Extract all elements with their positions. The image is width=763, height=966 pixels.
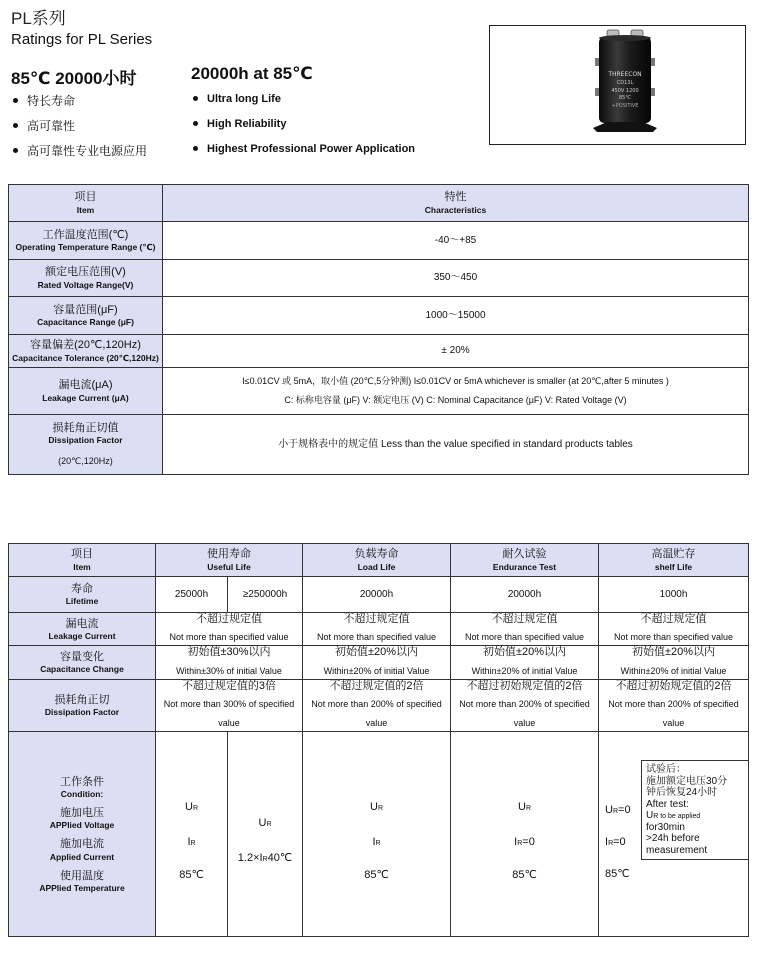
cell-value: 20000h bbox=[303, 577, 451, 613]
bullet-icon bbox=[13, 98, 18, 103]
cell-value: 不超过初始规定值的2倍 Not more than 200% of specified value bbox=[451, 679, 599, 732]
row-label: 额定电压范围(V) Rated Voltage Range(V) bbox=[9, 260, 163, 297]
table-row bbox=[9, 260, 749, 297]
bullet-icon bbox=[193, 146, 198, 151]
table-header-row bbox=[9, 544, 749, 577]
bullet-icon bbox=[13, 148, 18, 153]
table-row bbox=[9, 679, 749, 732]
shelf-voltage: UR=0 bbox=[605, 804, 631, 817]
table-row bbox=[9, 613, 749, 646]
header-cell-item: 项目 Item bbox=[9, 544, 156, 577]
bullet-icon bbox=[193, 121, 198, 126]
row-value bbox=[163, 368, 749, 415]
feature-en-1: Ultra long Life bbox=[193, 93, 281, 105]
ratings-table bbox=[8, 184, 749, 475]
shelf-current: IR=0 bbox=[605, 836, 626, 849]
leakage-legend: C: 标称电容量 (μF) V: 额定电压 (V) C: Nominal Capacitance (μF) V: Rated Voltage (V) bbox=[284, 395, 627, 405]
cell-value: 不超过规定值的2倍 Not more than 200% of specified value bbox=[303, 679, 451, 732]
life-test-table bbox=[8, 543, 749, 937]
feature-cn-2: 高可靠性 bbox=[13, 117, 75, 134]
row-label: 容量范围(μF) Capacitance Range (μF) bbox=[9, 297, 163, 335]
row-label: 漏电流(μA) Leakage Current (μA) bbox=[9, 368, 163, 415]
feature-en-3: Highest Professional Power Application bbox=[193, 143, 415, 155]
cell-value: 1000h bbox=[599, 577, 749, 613]
row-value: 350～450 bbox=[163, 260, 749, 297]
table-header-row bbox=[9, 185, 749, 222]
capacitor-brand-text: THREECON bbox=[608, 71, 642, 78]
row-value: 1000～15000 bbox=[163, 297, 749, 335]
capacitor-polarity-text: +POSITIVE bbox=[611, 103, 639, 109]
series-title: PL系列 bbox=[11, 9, 66, 28]
capacitor-icon bbox=[593, 28, 657, 140]
headline-cn: 85℃ 20000小时 bbox=[11, 69, 137, 88]
row-label: 损耗角正切 Dissipation Factor bbox=[9, 679, 156, 732]
table-row bbox=[9, 415, 749, 475]
table-row bbox=[9, 335, 749, 368]
product-photo bbox=[489, 25, 746, 145]
header-cell-useful-life: 使用寿命 Useful Life bbox=[156, 544, 303, 577]
cell-value: 不超过规定值的3倍 Not more than 300% of specified value bbox=[156, 679, 303, 732]
capacitor-rating-text: 450V 1200 bbox=[611, 88, 639, 94]
headline-en: 20000h at 85℃ bbox=[191, 64, 313, 83]
row-label: 容量变化 Capacitance Change bbox=[9, 646, 156, 679]
condition-load-life: UR IR 85℃ bbox=[303, 732, 451, 937]
row-value: -40～+85 bbox=[163, 222, 749, 260]
cell-value: 初始值±20%以内 Within±20% of initial Value bbox=[451, 646, 599, 679]
bullet-icon bbox=[13, 123, 18, 128]
feature-cn-3: 高可靠性专业电源应用 bbox=[13, 142, 147, 159]
row-label: 工作温度范围(℃) Operating Temperature Range (℃) bbox=[9, 222, 163, 260]
condition-shelf bbox=[599, 732, 749, 937]
table-row bbox=[9, 297, 749, 335]
cell-value: 初始值±20%以内 Within±20% of initial Value bbox=[599, 646, 749, 679]
header-cell-shelf-life: 高温贮存 shelf Life bbox=[599, 544, 749, 577]
series-subtitle: Ratings for PL Series bbox=[11, 31, 153, 48]
row-value: ± 20% bbox=[163, 335, 749, 368]
cell-value: 不超过规定值 Not more than specified value bbox=[156, 613, 303, 646]
cell-value: 不超过初始规定值的2倍 Not more than 200% of specified value bbox=[599, 679, 749, 732]
cell-value: 25000h bbox=[156, 577, 228, 613]
leakage-formula: I≤0.01CV 或 5mA，取小值 (20℃,5分钟测) I≤0.01CV or 5mA whichever is smaller (at 20℃,after 5 minutes ) bbox=[242, 376, 669, 387]
table-row bbox=[9, 577, 749, 613]
header-cell-load-life: 负载寿命 Load Life bbox=[303, 544, 451, 577]
shelf-temp: 85℃ bbox=[605, 868, 630, 881]
feature-en-2: High Reliability bbox=[193, 118, 286, 130]
row-label-condition: 工作条件 Condition: 施加电压 APPlied Voltage 施加电流 Applied Current 使用温度 APPlied Temperature bbox=[9, 732, 156, 937]
row-label: 损耗角正切值 Dissipation Factor (20℃,120Hz) bbox=[9, 415, 163, 475]
cell-value: ≥250000h bbox=[228, 577, 303, 613]
header-cell-item: 项目 Item bbox=[9, 185, 163, 222]
cell-value: 不超过规定值 Not more than specified value bbox=[451, 613, 599, 646]
condition-endurance: UR IR=0 85℃ bbox=[451, 732, 599, 937]
condition-useful-b: UR 1.2×IR40℃ bbox=[228, 732, 303, 937]
capacitor-temp-text: 85℃ bbox=[619, 95, 631, 101]
cell-value: 初始值±20%以内 Within±20% of initial Value bbox=[303, 646, 451, 679]
capacitor-model-text: CD13L bbox=[616, 80, 634, 86]
header-cell-characteristics: 特性 Characteristics bbox=[163, 185, 749, 222]
after-test-note: 试验后： 施加额定电压30分 钟后恢复24小时 After test: UR to be applied for30min >24h before measurement bbox=[641, 760, 749, 860]
row-label: 容量偏差(20℃,120Hz) Capacitance Tolerance (20℃,120Hz) bbox=[9, 335, 163, 368]
feature-cn-1: 特长寿命 bbox=[13, 92, 75, 109]
table-row bbox=[9, 368, 749, 415]
table-row bbox=[9, 646, 749, 679]
cell-value: 初始值±30%以内 Within±30% of initial Value bbox=[156, 646, 303, 679]
cell-value: 不超过规定值 Not more than specified value bbox=[303, 613, 451, 646]
bullet-icon bbox=[193, 96, 198, 101]
condition-useful-a: UR IR 85℃ bbox=[156, 732, 228, 937]
cell-value: 不超过规定值 Not more than specified value bbox=[599, 613, 749, 646]
row-value: 小于规格表中的规定值 Less than the value specified in standard products tables bbox=[163, 415, 749, 475]
cell-value: 20000h bbox=[451, 577, 599, 613]
row-label: 寿命 Lifetime bbox=[9, 577, 156, 613]
table-row bbox=[9, 222, 749, 260]
row-label: 漏电流 Leakage Current bbox=[9, 613, 156, 646]
header-cell-endurance-test: 耐久试验 Endurance Test bbox=[451, 544, 599, 577]
table-row-condition bbox=[9, 732, 749, 937]
